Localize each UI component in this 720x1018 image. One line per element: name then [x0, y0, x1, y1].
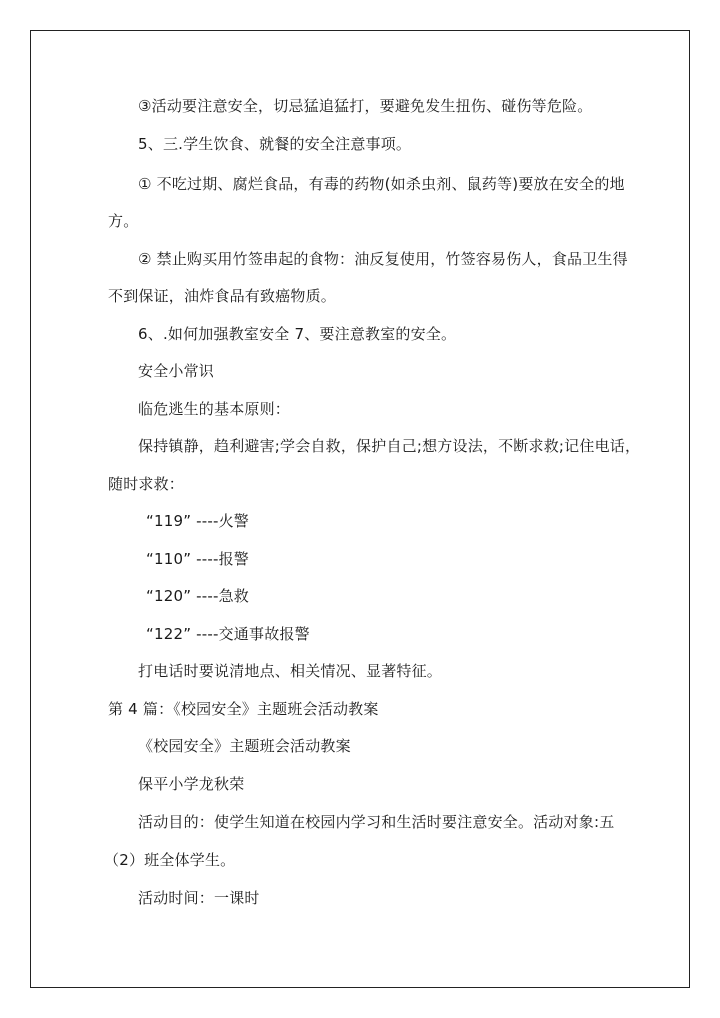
- chapter-heading: 第 4 篇：《校园安全》主题班会活动教案: [108, 700, 379, 718]
- heading-classroom-safety: 6、.如何加强教室安全 7、要注意教室的安全。: [138, 325, 457, 343]
- emergency-number-fire: “119” ----火警: [146, 512, 249, 530]
- activity-purpose: 活动目的：使学生知道在校园内学习和生活时要注意安全。活动对象:五: [138, 813, 615, 831]
- paragraph-expired-food-cont: 方。: [108, 212, 139, 230]
- paragraph-activity-safety: ③活动要注意安全，切忌猛追猛打，要避免发生扭伤、碰伤等危险。: [138, 97, 593, 115]
- paragraph-expired-food: ① 不吃过期、腐烂食品，有毒的药物(如杀虫剂、鼠药等)要放在安全的地: [138, 175, 625, 193]
- emergency-number-traffic: “122” ----交通事故报警: [146, 625, 310, 643]
- author-line: 保平小学龙秋荣: [138, 775, 245, 793]
- heading-escape-principles: 临危逃生的基本原则：: [138, 400, 291, 418]
- emergency-number-police: “110” ----报警: [146, 550, 249, 568]
- emergency-number-ambulance: “120” ----急救: [146, 587, 249, 605]
- paragraph-escape-principles-cont: 随时求救：: [108, 475, 185, 493]
- paragraph-escape-principles: 保持镇静，趋利避害;学会自救，保护自己;想方设法，不断求救;记住电话，: [138, 437, 641, 455]
- heading-safety-tips: 安全小常识: [138, 362, 215, 380]
- paragraph-bamboo-skewer: ② 禁止购买用竹签串起的食物：油反复使用，竹签容易伤人，食品卫生得: [138, 250, 628, 268]
- paragraph-bamboo-skewer-cont: 不到保证，油炸食品有致癌物质。: [108, 287, 337, 305]
- paragraph-call-instructions: 打电话时要说清地点、相关情况、显著特征。: [138, 662, 443, 680]
- lesson-plan-title: 《校园安全》主题班会活动教案: [138, 737, 351, 755]
- activity-purpose-cont: （2）班全体学生。: [104, 851, 236, 869]
- heading-food-safety: 5、三.学生饮食、就餐的安全注意事项。: [138, 135, 412, 153]
- activity-time: 活动时间：一课时: [138, 889, 260, 907]
